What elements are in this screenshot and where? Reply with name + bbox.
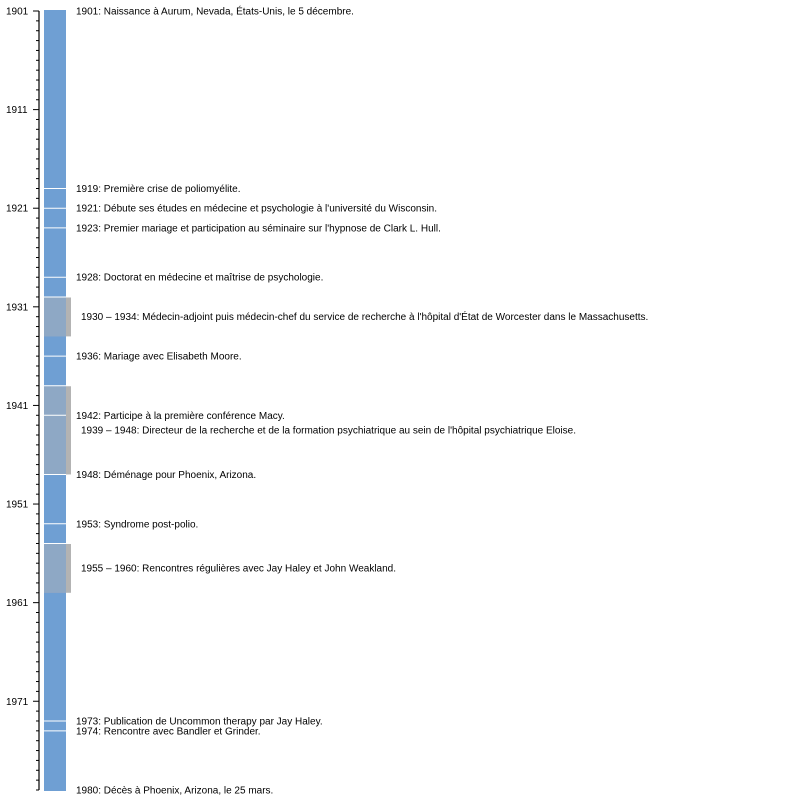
axis-tick-label: 1951 — [6, 499, 29, 511]
axis-tick-label: 1901 — [6, 6, 29, 18]
period-label: 1939 – 1948: Directeur de la recherche et de la formation psychiatrique au sein de l'hôpital psychiatrique Eloise. — [81, 425, 576, 437]
axis-tick-label: 1971 — [6, 696, 29, 708]
event-label: 1948: Déménage pour Phoenix, Arizona. — [76, 469, 257, 481]
period-label: 1930 – 1934: Médecin-adjoint puis médecin-chef du service de recherche à l'hôpital d'État de Worcester dans le Massachusetts. — [81, 312, 649, 324]
event-label: 1973: Publication de Uncommon therapy par Jay Haley. — [76, 716, 323, 728]
period-overlay — [44, 297, 66, 336]
axis-tick-label: 1931 — [6, 302, 29, 314]
period-label: 1955 – 1960: Rencontres régulières avec Jay Haley et John Weakland. — [81, 563, 397, 575]
event-label: 1974: Rencontre avec Bandler et Grinder. — [76, 726, 261, 738]
period-overlay — [44, 386, 66, 475]
axis-tick-label: 1941 — [6, 400, 29, 412]
event-label: 1919: Première crise de poliomyélite. — [76, 183, 241, 195]
event-label: 1923: Premier mariage et participation au séminaire sur l'hypnose de Clark L. Hull. — [76, 223, 441, 235]
axis-tick-label: 1921 — [6, 203, 29, 215]
axis-tick-label: 1911 — [6, 105, 28, 117]
event-labels — [76, 5, 441, 797]
event-label: 1936: Mariage avec Elisabeth Moore. — [76, 351, 242, 363]
period-overlay — [44, 543, 66, 592]
event-label: 1928: Doctorat en médecine et maîtrise de psychologie. — [76, 272, 324, 284]
event-label: 1953: Syndrome post-polio. — [76, 519, 199, 531]
event-label: 1942: Participe à la première conférence Macy. — [76, 410, 285, 422]
axis-tick-label: 1961 — [6, 598, 29, 610]
year-axis — [6, 7, 39, 791]
event-label: 1901: Naissance à Aurum, Nevada, États-Unis, le 5 décembre. — [76, 6, 354, 18]
event-label: 1921: Débute ses études en médecine et psychologie à l'université du Wisconsin. — [76, 203, 438, 215]
event-label: 1980: Décès à Phoenix, Arizona, le 25 mars. — [76, 785, 274, 797]
period-labels — [81, 310, 648, 574]
